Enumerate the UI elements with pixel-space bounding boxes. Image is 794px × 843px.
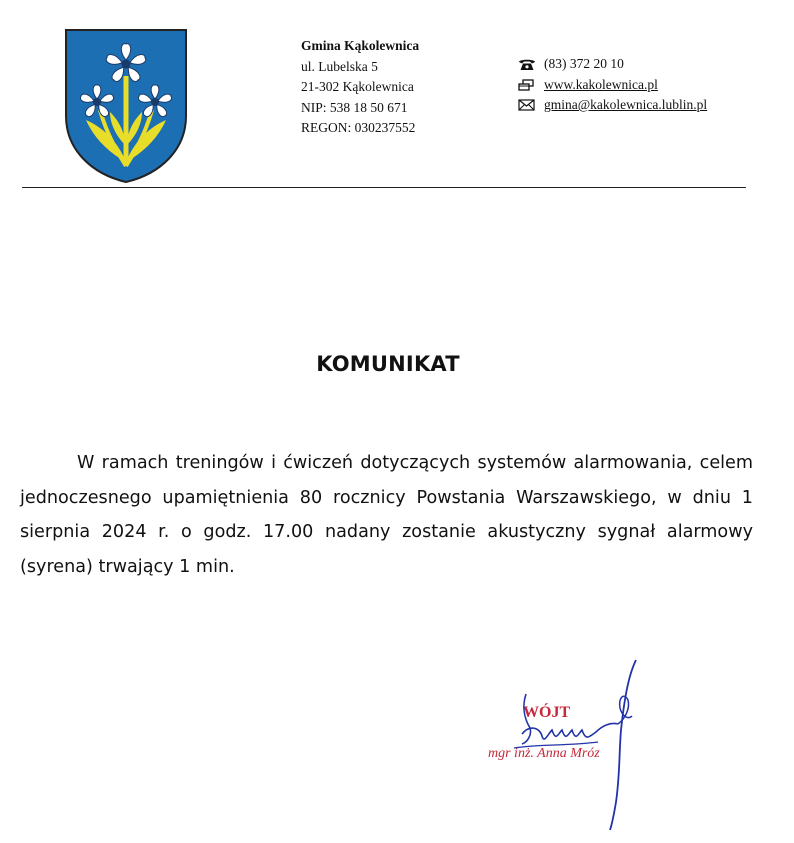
handwritten-signature — [478, 652, 678, 832]
phone-row — [518, 54, 707, 75]
organization-address — [301, 36, 419, 139]
regon-number: REGON: 030237552 — [301, 120, 416, 135]
coat-of-arms-icon — [64, 28, 188, 184]
website-link[interactable]: www.kakolewnica.pl — [544, 76, 658, 92]
organization-name: Gmina Kąkolewnica — [301, 38, 420, 53]
stamp-name: mgr inż. Anna Mróz — [488, 746, 600, 761]
website-icon — [518, 78, 538, 92]
phone-number: (83) 372 20 10 — [544, 56, 624, 71]
signature-block — [478, 652, 678, 832]
postal-city: 21-302 Kąkolewnica — [301, 79, 414, 94]
nip-number: NIP: 538 18 50 671 — [301, 99, 408, 115]
email-link[interactable]: gmina@kakolewnica.lublin.pl — [544, 97, 708, 112]
website-row — [518, 75, 707, 96]
document-title: KOMUNIKAT — [316, 352, 460, 376]
envelope-icon — [518, 98, 538, 112]
email-row — [518, 95, 707, 116]
contact-block — [518, 54, 707, 116]
document-body: W ramach treningów i ćwiczeń dotyczących systemów alarmowania, celem jednoczesnego upamiętnienia 80 rocznicy Powstania Warszawskiego, w dniu 1 sierpnia 2024 r. o godz. 17.00 nadany zostanie akustyczny sygnał alarmowy (syrena) trwający 1 min. — [20, 453, 753, 577]
street-address: ul. Lubelska 5 — [301, 58, 378, 74]
header-divider — [22, 187, 746, 188]
stamp-title: WÓJT — [523, 704, 571, 721]
phone-icon — [518, 57, 538, 71]
